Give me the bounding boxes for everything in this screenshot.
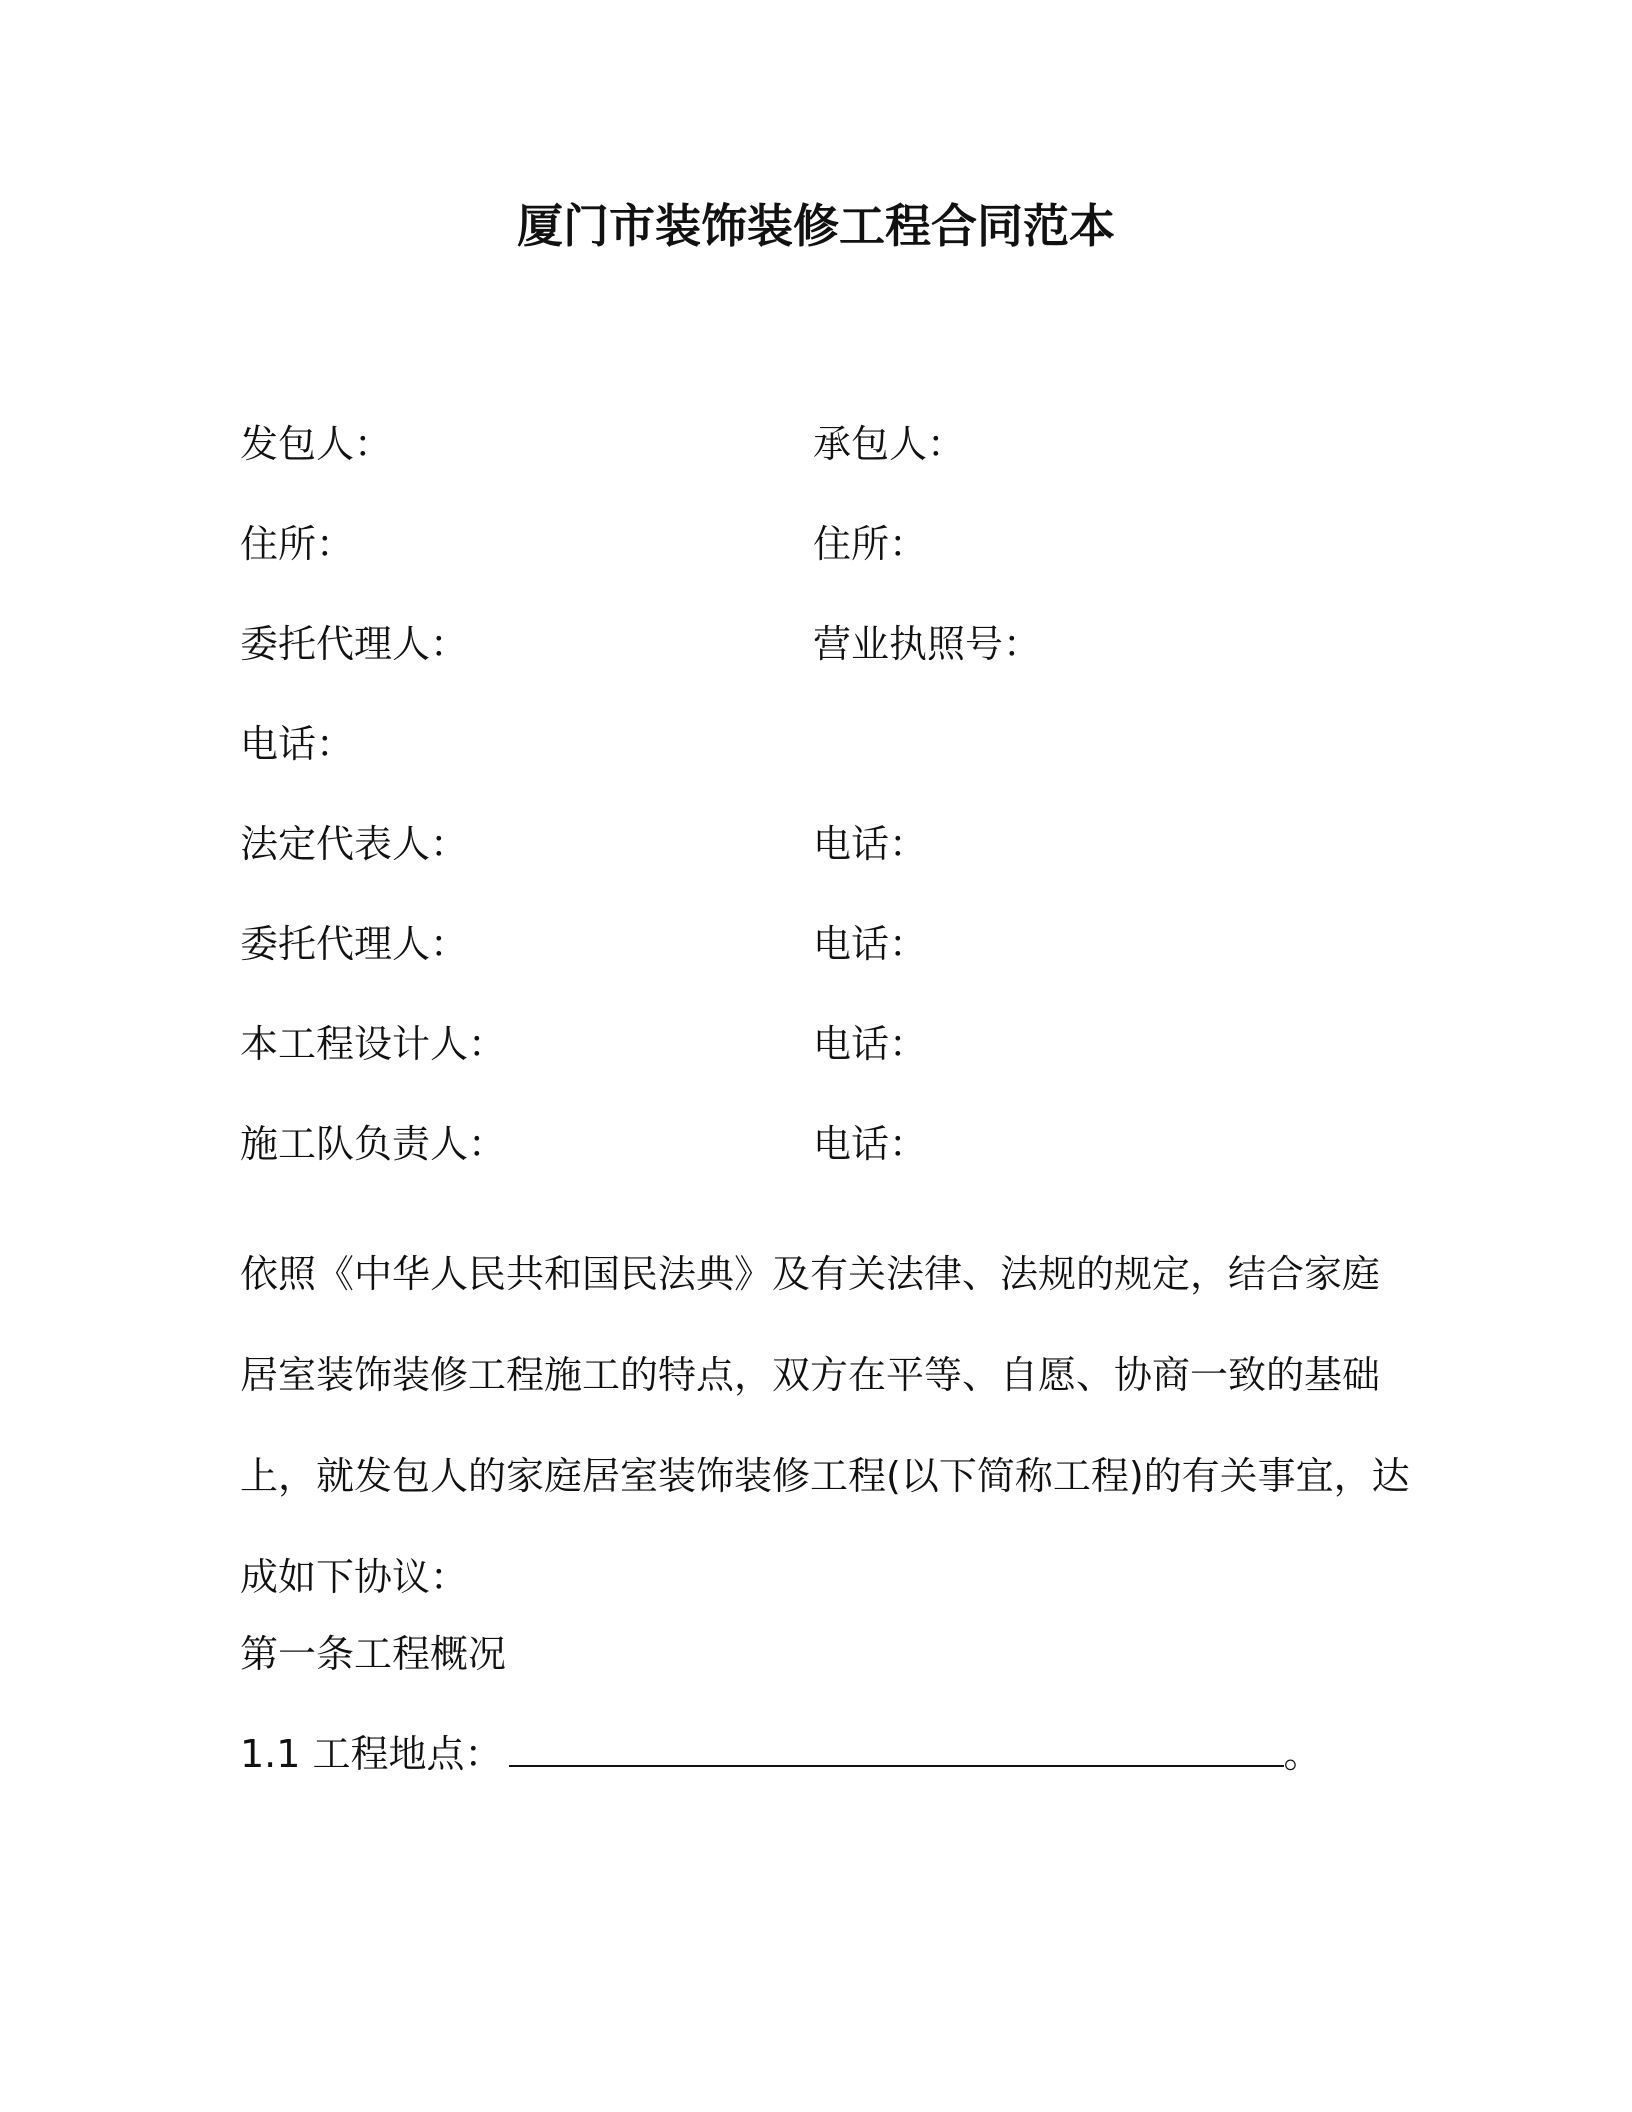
document-title: 厦门市装饰装修工程合同范本 — [517, 199, 1115, 253]
legal-representative-phone-label: 电话： — [813, 822, 928, 866]
crew-leader-phone-label: 电话： — [813, 1122, 928, 1166]
employer-label: 发包人： — [240, 422, 393, 466]
item-1-1-end: 。 — [1283, 1732, 1322, 1776]
contractor-agent-phone-label: 电话： — [813, 922, 928, 966]
employer-agent-label: 委托代理人： — [240, 622, 469, 666]
project-location-blank — [509, 1729, 1284, 1767]
business-license-label: 营业执照号： — [813, 622, 1042, 666]
legal-representative-label: 法定代表人： — [240, 822, 469, 866]
employer-address-label: 住所： — [240, 522, 355, 566]
employer-phone-label: 电话： — [240, 722, 355, 766]
preamble-line: 依照《中华人民共和国民法典》及有关法律、法规的规定，结合家庭 — [240, 1252, 1381, 1296]
contractor-label: 承包人： — [813, 422, 966, 466]
article-1-heading: 第一条工程概况 — [240, 1632, 507, 1676]
designer-label: 本工程设计人： — [240, 1022, 507, 1066]
contractor-address-label: 住所： — [813, 522, 928, 566]
item-1-1-label: 1.1 工程地点： — [240, 1732, 503, 1776]
crew-leader-label: 施工队负责人： — [240, 1122, 507, 1166]
preamble-line: 成如下协议： — [240, 1555, 469, 1599]
contractor-agent-label: 委托代理人： — [240, 922, 469, 966]
preamble-line: 上，就发包人的家庭居室装饰装修工程(以下简称工程)的有关事宜，达 — [240, 1454, 1410, 1498]
preamble-line: 居室装饰装修工程施工的特点，双方在平等、自愿、协商一致的基础 — [240, 1353, 1381, 1397]
designer-phone-label: 电话： — [813, 1022, 928, 1066]
item-1-1 — [240, 1728, 1322, 1780]
preamble-paragraph — [240, 1224, 1420, 1628]
